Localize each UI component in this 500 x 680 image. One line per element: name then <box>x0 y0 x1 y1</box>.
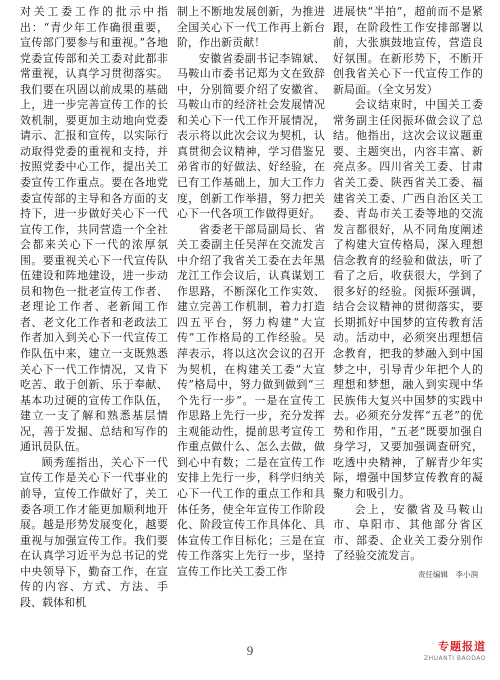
paragraph: 对关工委工作的批示中指出：“青少年工作确很重要，宣传部门要参与和重视。”各地党委宣传部和关工委对此都非常重视，认真学习贯彻落实。我们要在巩固以前成果的基础上，进一步完善宣传工作的长效机制，要更加主动地向党委请示、汇报和宣传，以实际行动取得党委的重视和支持，并按照党委中心工作，提出关工委宣传工作重点。要在各地党委宣传部的主导和各方面的支持下，进一步做好关心下一代宣传工作，共同营造一个全社会都来关心下一代的浓厚氛围。要重视关心下一代宣传队伍建设和阵地建设，进一步动员和物色一批老宣传工作者、老理论工作者、老新闻工作者、老文化工作者和老政法工作者加入到关心下一代宣传工作队伍中来，建立一支既熟悉关心下一代工作情况，又肯下吃苦、敢于创新、乐于奉献、基本功过硬的宣传工作队伍，建立一支了解和熟悉基层情况，善于发掘、总结和写作的通讯员队伍。 <box>20 5 168 454</box>
page-number: 9 <box>246 643 254 658</box>
paragraph: 安徽省委副书记李锦斌、马鞍山市委书记郑为文在致辞中，分别简要介绍了安徽省、马鞍山市的经济社会发展情况和关心下一代工作开展情况，表示将以此次会议为契机，认真贯彻会议精神，学习借鉴兄弟省市的好做法、好经验，在已有工作基础上，加大工作力度，创新工作举措，努力把关心下一代各项工作做得更好。 <box>177 51 325 221</box>
section-title: 专题报道 <box>438 640 486 653</box>
paragraph: 顾秀莲指出，关心下一代宣传工作是关心下一代事业的前导，宣传工作做好了，关工委各项工作才能更加顺利地开展。越是形势发展变化，越要重视与加强宣传工作。我们要在认真学习近平为总书记的党中央领导下，勤奋工作，在宣传的内容、方式、方法、手段、载体和机 <box>20 455 168 609</box>
paragraph: 省委老干部局副局长、省关工委副主任吴萍在交流发言中介绍了我省关工委在去年黑龙江工作会议后，认真谋划工作思路，不断深化工作实效、建立完善工作机制，着力打造四五平台，努力构建“大宣传”工作格局的工作经验。吴萍表示，将以这次会议的召开为契机，在构建关工委“大宣传”格局中，努力做到做到“三个先行一步”。一是在宣传工作思路上先行一步，充分发挥主观能动性，提前思考宣传工作重点做什么、怎么去做，做到心中有数；二是在宣传工作安排上先行一步，科学归纳关心下一代工作的重点工作和具体任务，使全年宣传工作阶段化、阶段宣传工作具体化、具体宣传工作目标化；三是在宣传工作落实上先行一步，坚持宣传工作比关工委工作 <box>177 222 325 578</box>
article-column-3 <box>333 4 483 563</box>
article-column-1 <box>20 4 168 609</box>
paragraph: 进展快“半拍”，超前而不是紧跟，在阶段性工作安排部署以前，大张旗鼓地宣传，营造良好氛围。在新形势下，不断开创我省关心下一代宣传工作的新局面。（全文另发） <box>333 5 483 96</box>
paragraph: 制上不断地发展创新，为推进全国关心下一代工作再上新台阶，作出新贡献！ <box>177 5 325 50</box>
editor-credit: 责任编辑 李小润 <box>418 570 478 579</box>
paragraph: 会上，安徽省及马鞍山市、阜阳市、其他部分省区市、部委、企业关工委分别作了经验交流发言。 <box>333 502 483 563</box>
section-title-pinyin: ZHUANTI BAODAO <box>423 655 486 662</box>
article-column-2 <box>177 4 325 578</box>
section-brand <box>424 638 486 662</box>
paragraph: 会议结束时，中国关工委常务副主任闵振环做会议了总结。他指出，这次会议议题重要、主题突出，内容丰富、新亮点多。四川省关工委、甘肃省关工委、陕西省关工委、福建省关工委、广西自治区关工委、青岛市关工委等地的交流发言都很好，从不同角度阐述了构建大宣传格局，深入理想信念教育的经验和做法，听了看了之后，收获很大，学到了很多好的经验。闵振环强调，结合会议精神的贯彻落实，要长期抓好中国梦的宣传教育活动。活动中，必须突出理想信念教育，把我的梦融入到中国梦之中，引导青少年把个人的理想和梦想，融入到实现中华民族伟大复兴中国梦的实践中去。必须充分发挥“五老”的优势和作用，“五老”既要加强自身学习，又要加强调查研究，吃透中央精神，了解青少年实际，增强中国梦宣传教育的凝聚力和吸引力。 <box>333 98 483 500</box>
